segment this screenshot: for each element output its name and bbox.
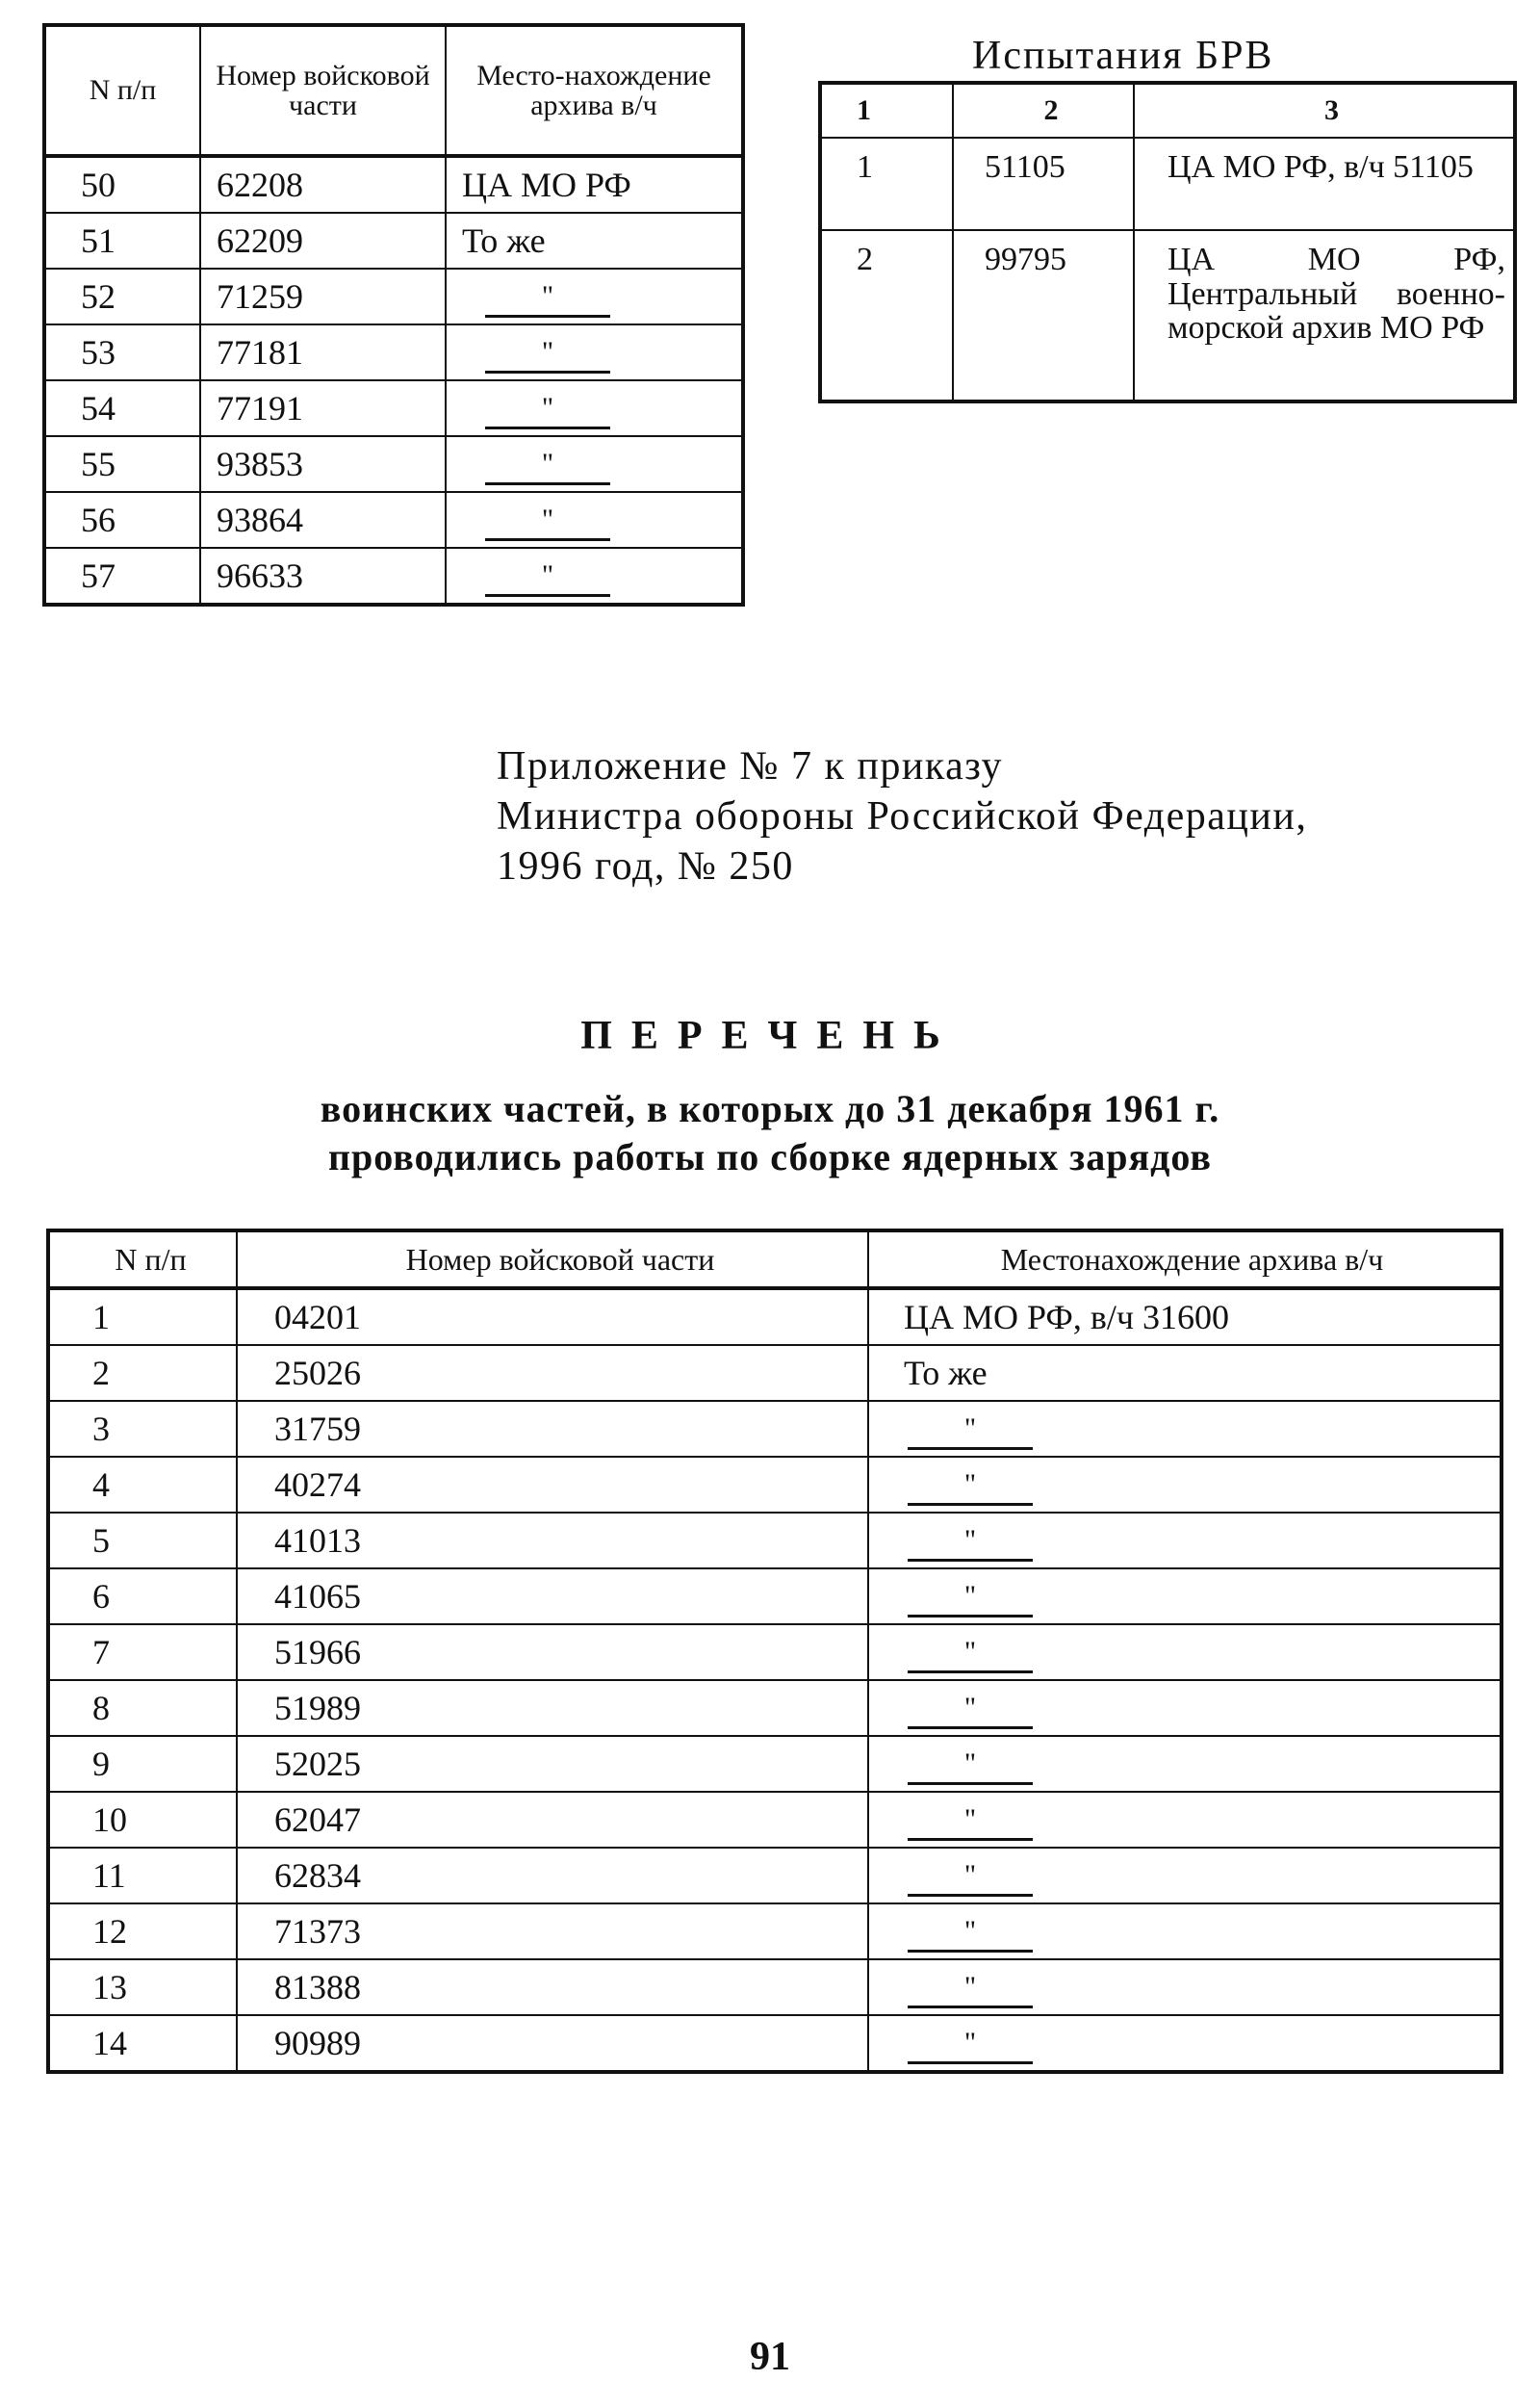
unit-number: 51989	[237, 1680, 868, 1736]
column-header-unit: Номер войсковой части	[200, 25, 446, 156]
table-header-row	[820, 83, 1515, 138]
archive-location-ditto	[868, 1568, 1502, 1624]
ditto-mark: "	[908, 1526, 1033, 1562]
brv-tests-title: Испытания БРВ	[972, 34, 1274, 78]
archive-location-ditto	[868, 1736, 1502, 1792]
unit-number: 71373	[237, 1903, 868, 1959]
table-row	[48, 1792, 1502, 1848]
list-subtitle: воинских частей, в которых до 31 декабря 1961 г.	[320, 1087, 1220, 1130]
unit-number: 62209	[200, 213, 446, 269]
list-title: ПЕРЕЧЕНЬ	[580, 1014, 960, 1058]
archive-location: ЦА МО РФ, в/ч 51105	[1134, 138, 1515, 230]
row-number: 9	[48, 1736, 237, 1792]
archive-location-ditto	[868, 1903, 1502, 1959]
unit-number: 96633	[200, 548, 446, 605]
column-header-3: 3	[1134, 83, 1515, 138]
ditto-mark: "	[908, 2029, 1033, 2064]
table-row	[48, 1457, 1502, 1513]
archive-location-ditto	[868, 1624, 1502, 1680]
ditto-mark: "	[485, 394, 610, 429]
row-number: 2	[48, 1345, 237, 1401]
table-row	[48, 1513, 1502, 1568]
table-row	[44, 436, 743, 492]
page-number: 91	[750, 2335, 790, 2379]
unit-number: 93853	[200, 436, 446, 492]
ditto-mark: "	[908, 1694, 1033, 1729]
ditto-mark: "	[485, 338, 610, 374]
units-list-table	[46, 1229, 1503, 2074]
row-number: 10	[48, 1792, 237, 1848]
archive-location: ЦА МО РФ, Центральный военно-морской архив МО РФ	[1134, 230, 1515, 401]
archive-location-ditto	[868, 2015, 1502, 2072]
ditto-mark: "	[485, 561, 610, 597]
archive-location-ditto	[868, 1680, 1502, 1736]
unit-number: 62208	[200, 156, 446, 213]
archive-location-ditto	[446, 548, 743, 605]
archive-location-ditto	[868, 1513, 1502, 1568]
table-row	[48, 1848, 1502, 1903]
table-header-row	[48, 1230, 1502, 1288]
ditto-mark: "	[908, 1973, 1033, 2008]
archive-location-ditto	[868, 1959, 1502, 2015]
table-row	[48, 1959, 1502, 2015]
table-row	[48, 1680, 1502, 1736]
table-row	[48, 1401, 1502, 1457]
table-body	[44, 156, 743, 605]
table-header-row	[44, 25, 743, 156]
row-number: 8	[48, 1680, 237, 1736]
unit-number: 90989	[237, 2015, 868, 2072]
row-number: 54	[44, 380, 200, 436]
archive-location-ditto	[446, 492, 743, 548]
archive-location-ditto	[868, 1848, 1502, 1903]
unit-number: 77191	[200, 380, 446, 436]
appendix-line: Приложение № 7 к приказу	[497, 744, 1003, 789]
table-row	[44, 156, 743, 213]
unit-number: 99795	[953, 230, 1134, 401]
table-row	[44, 324, 743, 380]
row-number: 1	[48, 1288, 237, 1345]
list-subtitle: проводились работы по сборке ядерных зарядов	[328, 1135, 1212, 1178]
row-number: 12	[48, 1903, 237, 1959]
column-header-archive: Место-нахождение архива в/ч	[446, 25, 743, 156]
ditto-mark: "	[485, 505, 610, 541]
table-row	[44, 269, 743, 324]
row-number: 7	[48, 1624, 237, 1680]
ditto-mark: "	[908, 1414, 1033, 1450]
table-row	[44, 213, 743, 269]
table-body	[48, 1288, 1502, 2072]
appendix-reference	[497, 741, 1307, 892]
unit-number: 62047	[237, 1792, 868, 1848]
unit-number: 41065	[237, 1568, 868, 1624]
row-number: 4	[48, 1457, 237, 1513]
column-header-2: 2	[953, 83, 1134, 138]
row-number: 56	[44, 492, 200, 548]
table-row	[48, 1288, 1502, 1345]
table-row	[44, 380, 743, 436]
row-number: 55	[44, 436, 200, 492]
archive-location-ditto	[446, 380, 743, 436]
archive-location-ditto	[868, 1792, 1502, 1848]
unit-number: 52025	[237, 1736, 868, 1792]
archive-location-ditto	[446, 269, 743, 324]
archive-location: То же	[446, 213, 743, 269]
row-number: 2	[820, 230, 953, 401]
column-header-unit: Номер войсковой части	[237, 1230, 868, 1288]
table-row	[820, 138, 1515, 230]
unit-number: 25026	[237, 1345, 868, 1401]
archive-location-ditto	[446, 436, 743, 492]
row-number: 1	[820, 138, 953, 230]
table-row	[44, 548, 743, 605]
row-number: 6	[48, 1568, 237, 1624]
archive-location: ЦА МО РФ	[446, 156, 743, 213]
ditto-mark: "	[908, 1805, 1033, 1841]
archive-location-ditto	[868, 1401, 1502, 1457]
table-row	[48, 1345, 1502, 1401]
row-number: 51	[44, 213, 200, 269]
archive-table-continued	[42, 23, 745, 607]
column-header-1: 1	[820, 83, 953, 138]
ditto-mark: "	[908, 1749, 1033, 1785]
unit-number: 41013	[237, 1513, 868, 1568]
appendix-line: 1996 год, № 250	[497, 844, 794, 889]
column-header-number: N п/п	[44, 25, 200, 156]
brv-tests-table	[818, 81, 1517, 403]
row-number: 57	[44, 548, 200, 605]
row-number: 5	[48, 1513, 237, 1568]
unit-number: 51966	[237, 1624, 868, 1680]
table-row	[48, 2015, 1502, 2072]
row-number: 13	[48, 1959, 237, 2015]
row-number: 53	[44, 324, 200, 380]
archive-location-ditto	[868, 1457, 1502, 1513]
unit-number: 77181	[200, 324, 446, 380]
unit-number: 81388	[237, 1959, 868, 2015]
unit-number: 04201	[237, 1288, 868, 1345]
appendix-line: Министра обороны Российской Федерации,	[497, 794, 1308, 839]
ditto-mark: "	[485, 450, 610, 485]
archive-location-ditto	[446, 324, 743, 380]
ditto-mark: "	[908, 1470, 1033, 1506]
table-row	[48, 1624, 1502, 1680]
row-number: 50	[44, 156, 200, 213]
column-header-number: N п/п	[48, 1230, 237, 1288]
unit-number: 51105	[953, 138, 1134, 230]
ditto-mark: "	[908, 1917, 1033, 1953]
row-number: 52	[44, 269, 200, 324]
table-row	[820, 230, 1515, 401]
archive-location: ЦА МО РФ, в/ч 31600	[868, 1288, 1502, 1345]
table-row	[44, 492, 743, 548]
unit-number: 62834	[237, 1848, 868, 1903]
ditto-mark: "	[485, 282, 610, 318]
unit-number: 71259	[200, 269, 446, 324]
ditto-mark: "	[908, 1861, 1033, 1897]
ditto-mark: "	[908, 1582, 1033, 1618]
table-row	[48, 1903, 1502, 1959]
column-header-archive: Местонахождение архива в/ч	[868, 1230, 1502, 1288]
table-row	[48, 1736, 1502, 1792]
row-number: 14	[48, 2015, 237, 2072]
archive-location: То же	[868, 1345, 1502, 1401]
row-number: 11	[48, 1848, 237, 1903]
row-number: 3	[48, 1401, 237, 1457]
ditto-mark: "	[908, 1638, 1033, 1673]
table-row	[48, 1568, 1502, 1624]
unit-number: 31759	[237, 1401, 868, 1457]
unit-number: 93864	[200, 492, 446, 548]
unit-number: 40274	[237, 1457, 868, 1513]
